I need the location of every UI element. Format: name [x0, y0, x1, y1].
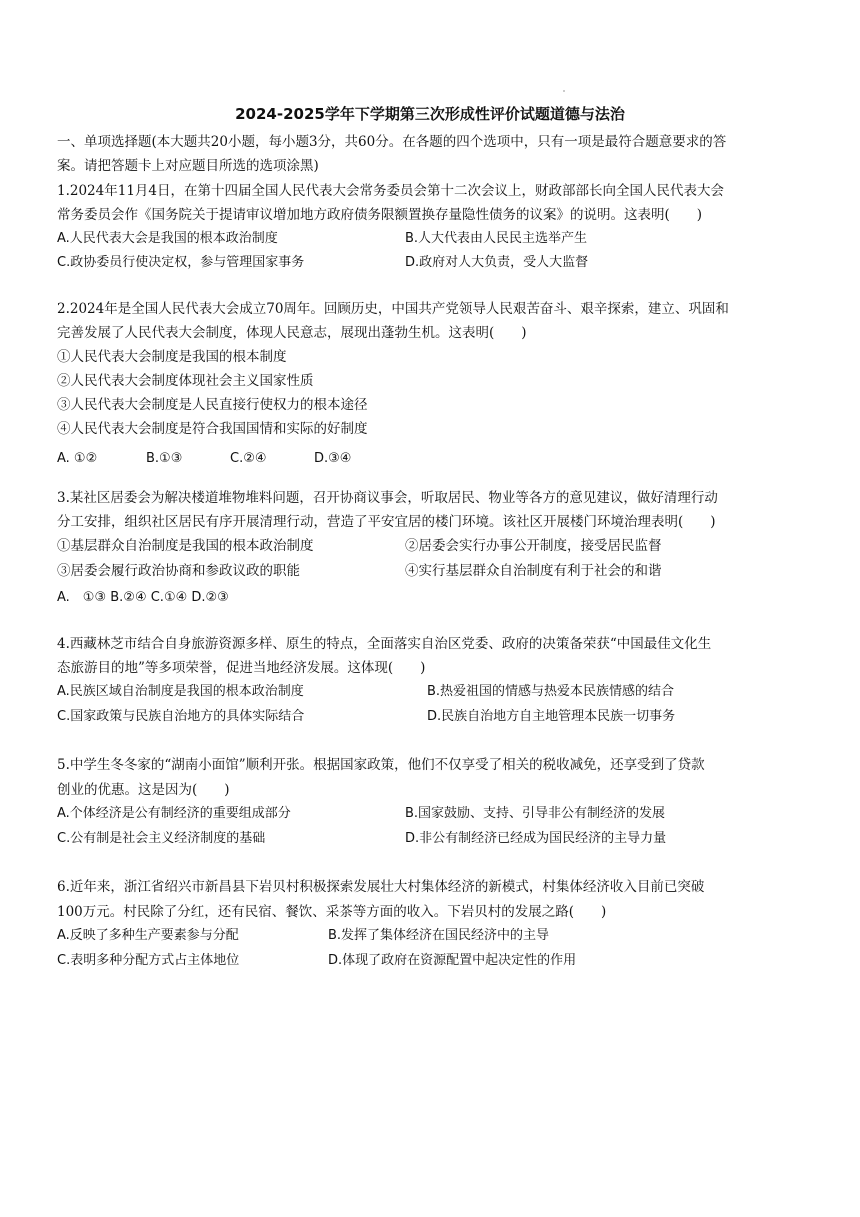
- q2-statement-3: ③人民代表大会制度是人民直接行使权力的根本途径: [57, 397, 368, 413]
- q1-option-a: A.人民代表大会是我国的根本政治制度: [57, 231, 278, 246]
- q2-statement-4: ④人民代表大会制度是符合我国国情和实际的好制度: [57, 421, 368, 437]
- q3-stem-line2: 分工安排，组织社区居民有序开展清理行动，营造了平安宜居的楼门环境。该社区开展楼门环境治理表明( ): [57, 514, 716, 530]
- q4-option-b: B.热爱祖国的情感与热爱本民族情感的结合: [427, 684, 675, 699]
- q6-option-d: D.体现了政府在资源配置中起决定性的作用: [328, 953, 577, 968]
- q3-options: A. ①③ B.②④ C.①④ D.②③: [57, 590, 229, 605]
- q2-statement-2: ②人民代表大会制度体现社会主义国家性质: [57, 373, 314, 389]
- q4-option-d: D.民族自治地方自主地管理本民族一切事务: [427, 709, 676, 724]
- q3-statement-4: ④实行基层群众自治制度有利于社会的和谐: [405, 563, 662, 579]
- q6-option-a: A.反映了多种生产要素参与分配: [57, 928, 239, 943]
- q2-option-c: C.②④: [230, 451, 267, 466]
- q2-statement-1: ①人民代表大会制度是我国的根本制度: [57, 349, 287, 365]
- q2-option-b: B.①③: [146, 451, 183, 466]
- q5-option-a: A.个体经济是公有制经济的重要组成部分: [57, 806, 291, 821]
- q1-stem-line1: 1.2024年11月4日，在第十四届全国人民代表大会常务委员会第十二次会议上，财政部部长向全国人民代表大会: [57, 183, 725, 199]
- q1-option-d: D.政府对人大负责，受人大监督: [405, 255, 589, 270]
- q5-stem-line1: 5.中学生冬冬家的“湖南小面馆”顺利开张。根据国家政策，他们不仅享受了相关的税收减免，还享受到了贷款: [57, 757, 705, 773]
- section-instructions-line2: 案。请把答题卡上对应题目所选的选项涂黑): [57, 158, 319, 174]
- q2-option-d: D.③④: [314, 451, 352, 466]
- q3-statement-2: ②居委会实行办事公开制度，接受居民监督: [405, 538, 662, 554]
- q1-option-b: B.人大代表由人民民主选举产生: [405, 231, 588, 246]
- q6-stem-line1: 6.近年来，浙江省绍兴市新昌县下岩贝村积极探索发展壮大村集体经济的新模式，村集体经济收入目前已突破: [57, 879, 705, 895]
- q5-option-b: B.国家鼓励、支持、引导非公有制经济的发展: [405, 806, 666, 821]
- q5-option-d: D.非公有制经济已经成为国民经济的主导力量: [405, 831, 667, 846]
- q6-option-b: B.发挥了集体经济在国民经济中的主导: [328, 928, 550, 943]
- q5-option-c: C.公有制是社会主义经济制度的基础: [57, 831, 266, 846]
- q4-option-a: A.民族区域自治制度是我国的根本政治制度: [57, 684, 304, 699]
- q4-stem-line1: 4.西藏林芝市结合自身旅游资源多样、原生的特点，全面落实自治区党委、政府的决策备荣获“中国最佳文化生: [57, 636, 712, 652]
- q4-stem-line2: 态旅游目的地”等多项荣誉，促进当地经济发展。这体现( ): [57, 660, 426, 676]
- page-title: 2024-2025学年下学期第三次形成性评价试题道德与法治: [235, 105, 625, 123]
- q2-option-a: A. ①②: [57, 451, 98, 466]
- q3-statement-1: ①基层群众自治制度是我国的根本政治制度: [57, 538, 314, 554]
- q2-stem-line2: 完善发展了人民代表大会制度，体现人民意志，展现出蓬勃生机。这表明( ): [57, 325, 527, 341]
- q2-stem-line1: 2.2024年是全国人民代表大会成立70周年。回顾历史，中国共产党领导人民艰苦奋斗、艰辛探索，建立、巩固和: [57, 301, 729, 317]
- q4-option-c: C.国家政策与民族自治地方的具体实际结合: [57, 709, 305, 724]
- section-instructions-line1: 一、单项选择题(本大题共20小题，每小题3分，共60分。在各题的四个选项中，只有一项是最符合题意要求的答: [57, 134, 727, 150]
- q1-stem-line2: 常务委员会作《国务院关于提请审议增加地方政府债务限额置换存量隐性债务的议案》的说明。这表明( ): [57, 207, 703, 223]
- q3-statement-3: ③居委会履行政治协商和参政议政的职能: [57, 563, 300, 579]
- q3-stem-line1: 3.某社区居委会为解决楼道堆物堆料问题，召开协商议事会，听取居民、物业等各方的意见建议，做好清理行动: [57, 490, 718, 506]
- q1-option-c: C.政协委员行使决定权，参与管理国家事务: [57, 255, 305, 270]
- q6-stem-line2: 100万元。村民除了分红，还有民宿、餐饮、采茶等方面的收入。下岩贝村的发展之路( ): [57, 904, 607, 920]
- q5-stem-line2: 创业的优惠。这是因为( ): [57, 782, 230, 798]
- scan-speck: [563, 90, 565, 92]
- q6-option-c: C.表明多种分配方式占主体地位: [57, 953, 240, 968]
